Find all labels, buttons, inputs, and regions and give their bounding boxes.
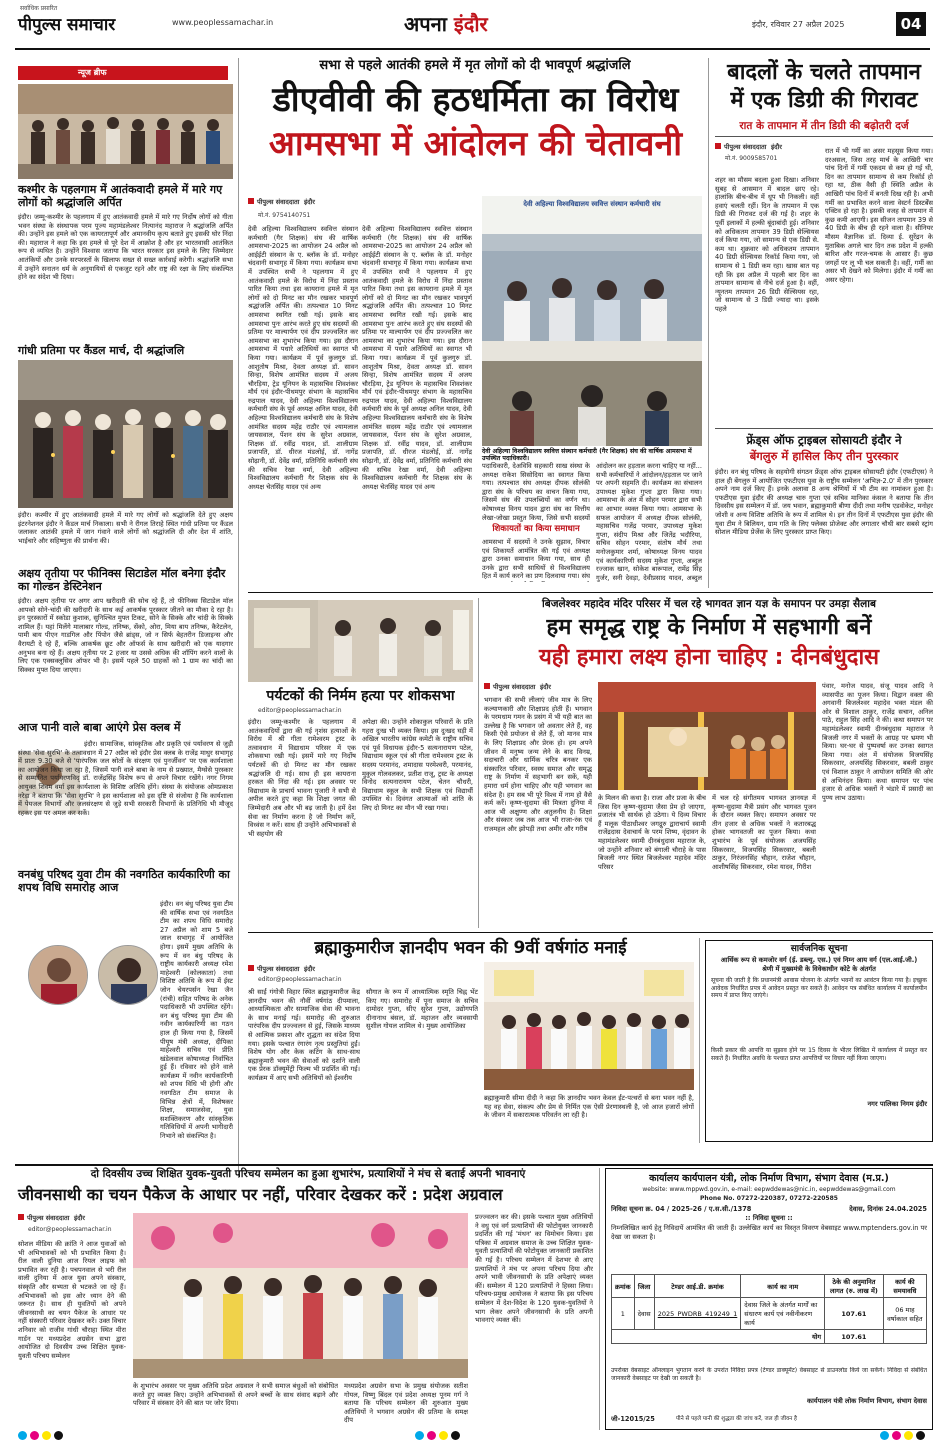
td-tender-id: 2025_PWDRB_419249_1 xyxy=(654,1298,741,1330)
lead-photo-banner: देवी अहिल्या विश्वविद्यालय स्ववित्त संस्थान कर्मचारी संघ xyxy=(523,200,661,208)
td-total-label: योग xyxy=(612,1330,825,1344)
cyan-mark-right xyxy=(880,1431,889,1440)
wedding-col-1: सोशल मीडिया की क्रांति ने आज युवाओं को भी अभिभावकों को भी प्रभावित किया है। रील वाली दुनिया आज रियल लाइफ को प्रभावित कर रही है। पचपनवाल से भरी रील वाली दुनिया में आज युवा अपने संस्कार, संस्कृति और सभ्यता से भटकते जा रहे हैं। अभिभावकों को इस ओर ध्यान देने की जरूरत है। साथ ही युवतियों को अपने जीवनसाथी का चयन पैकेज के आधार पर नहीं संस्कारी परिवार देखकर करें। उक्त विचार शनिवार को राजीव गांधी चौराहा स्थित मीरा गार्डन पर मध्यप्रदेश अग्रसेन सभा द्वारा आयोजित दो दिवसीय उच्च शिक्षित युवक-युवती परिचय सम्मेलन xyxy=(18,1240,126,1360)
wedding-headline: जीवनसाथी का चयन पैकेज के आधार पर नहीं, परिवार देखकर करें : प्रदेश अग्रवाल xyxy=(18,1185,503,1204)
tender-table-header xyxy=(612,1275,927,1298)
tender-date: देवास, दिनांक 24.04.2025 xyxy=(849,1204,927,1213)
brand-name: पीपुल्स समाचार xyxy=(18,15,116,35)
shoksabha-email: editor@peoplessamachar.in xyxy=(258,707,342,714)
weather-rule xyxy=(715,136,933,137)
lead-col-3: आंदोलन कर हड़ताल करना चाहिए या नहीं... सभी कर्मचारियों ने आंदोलन/हड़ताल पर जाने पर अपनी सहमति दी। कार्यक्रम का संचालन उपाध्यक्ष मुकेश गुप्ता द्वारा किया गया। आमसभा के अंत में सोहन परमार द्वारा सभी का आभार व्यक्त किया गया। आमसभा के सफल आयोजन में अध्यक्ष दीपक सोलंकी, महासचिव गजेंद्र परमार, उपाध्यक्ष मुकेश गुप्ता, संदीप मिश्रा और जितेंद्र भदौरिया, सचिव सोहन परमार, संतोष मौर्य तथा मनोजकुमार शर्मा, कोषाध्यक्ष विनय यादव एवं कार्यकारिणी सदस्य मुकेश गुप्ता, अब्दुल रज्जाक खान, सोकेश बारूपाल, रामेंद्र सिंह गुर्जर, सनी देवड़ा, देवीप्रसाद यादव, अब्दुल xyxy=(596,462,702,582)
weather-headline-1: बादलों के चलते तापमान xyxy=(727,60,921,85)
bhagwat-kicker: बिजलेश्वर महादेव मंदिर परिसर में चल रहे भागवत ज्ञान यज्ञ के समापन पर उमड़ा सैलाब xyxy=(541,598,876,610)
lead-byline: पीपुल्स संवाददाता इंदौर xyxy=(248,197,315,206)
brief-5-body: इंदौर। वन बंधु परिषद युवा टीम की वार्षिक सभा एवं नवगठित टीम का शपथ विधि समारोह 27 अप्रैल को शाम 5 बजे जाल सभागृह में आयोजित होगा। इसमें मुख्य अतिथि के रूप में वन बंधु परिषद के राष्ट्रीय कार्यकारी अध्यक्ष रमेश माहेश्वरी (कोलकाता) तथा विशिष्ट अतिथि के रूप में ईस्ट जोन चेयरपर्सन रेखा जैन (रांची) सहित परिषद के अनेक पदाधिकारी भी उपस्थित रहेंगे। वन बंधु परिषद युवा टीम की नवीन कार्यकारिणी का गठन हाल ही किया गया है, जिसमें पीयूष मंत्री अध्यक्ष, दीपिका माहेश्वरी सचिव एवं प्रीति खंडेलवाल कोषाध्यक्ष निर्वाचित हुई हैं। रविवार को होने वाले कार्यक्रम में नवीन कार्यकारिणी को शपथ विधि भी होगी और नवगठित टीम समाज के विभिन्न क्षेत्रों में, विशेषकर शिक्षा, समाजसेवा, युवा सशक्तिकरण और सांस्कृतिक गतिविधियों में अपनी भागीदारी निभाने को संकल्पित है। xyxy=(160,900,233,1141)
travel-body: इंदौर। वन बंधु परिषद के सहयोगी संगठन फ्रेंड्स ऑफ ट्राइबल सोसायटी इंदौर (एफटीएस) ने हाल ही बेंगलुरु में आयोजित एफटीएस युवा के राष्ट्रीय सम्मेलन 'अभिज्ञ-2.0' में तीन पुरस्कार अपने नाम दर्ज किए हैं। इनके अलावा 8 अन्य श्रेणियों में भी टीम का नामांकन हुआ है। एफटीएस युवा इंदौर की अध्यक्ष चारु गुप्ता एवं सचिव मानिका कंसल ने बताया कि तीन दिवसीय इस सम्मेलन में डॉ. जय भवान, ब्रह्माकुमारी बीणा दीदी तथा मनीष एडवोकेट, मनोहर जोशी व अन्य विशिष्ट अतिथि के रूप में शामिल थे। इन तीन दिनों में एफटीएस युवा इंदौर की युवा टीम ने बिलियन, ग्राम गति के लिए फ्लेक्स प्रोजेक्ट और लगातार चौथी बार सबसे स्ट्रांग सोशल मीडिया प्रेजेंस के लिए पुरस्कार प्राप्त किए। xyxy=(715,468,933,537)
middle-divider xyxy=(248,592,933,593)
wedding-email: editor@peoplessamachar.in xyxy=(28,1226,112,1233)
shoksabha-photo xyxy=(248,600,473,682)
cyan-mark-center xyxy=(415,1431,424,1440)
wedding-col-2: के शुभारंभ अवसर पर मुख्य अतिथि प्रदेश अग्रवाल ने सभी समाज बंधुओं को संबोधित करते हुए व्यक्त किए। उन्होंने अभिभावकों से अपने बच्चों के साथ संवाद बढ़ाने और परिवार में संस्कार देने की बात पर जोर दिया। xyxy=(133,1382,338,1408)
section-city: इंदौर xyxy=(453,12,488,36)
black-mark-right xyxy=(916,1431,925,1440)
lower-divider xyxy=(248,932,933,933)
bhagwat-col-3: में चल रहे संगीतमय भागवत ज्ञानयज्ञ में कृष्ण-सुदामा मैत्री प्रसंग और भागवत पूजन के दौरान व्यक्त किए। समापन अवसर पर तीन हजार से अधिक भक्तों ने कतारबद्ध होकर भागवतजी का पूजन किया। कथा शुभारंभ के पूर्व संयोजक अजयसिंह सिकरवार, विजयसिंह सिकरवार, बबली ठाकुर, निरंजनसिंह चौहान, राजेश चौहान, आशीषसिंह सिकरवार, रमेश यादव, गिरीश xyxy=(712,794,816,871)
tender-intro: निम्नलिखित कार्य हेतु निविदायें आमंत्रित की जाती हैं। उल्लेखित कार्य का विस्तृत विवरण वेबसाइट www.mptenders.gov.in पर देखा जा सकता है। xyxy=(611,1224,927,1241)
tender-title: कार्यालय कार्यपालन यंत्री, लोक निर्माण विभाग, संभाग देवास (म.प्र.) xyxy=(649,1173,889,1184)
weather-byline: पीपुल्स संवाददाता इंदौर xyxy=(715,142,782,151)
dateline: इंदौर, रविवार 27 अप्रैल 2025 xyxy=(752,20,845,29)
tender-notice-box xyxy=(605,1168,933,1430)
brand-tag: सर्वाधिक प्रसारित xyxy=(20,5,58,12)
magenta-mark xyxy=(30,1431,39,1440)
travel-headline-2: बेंगलुरु में हासिल किए तीन पुरस्कार xyxy=(749,449,899,463)
section-title xyxy=(404,10,488,37)
tender-subject: :: निविदा सूचना :: xyxy=(745,1213,793,1222)
black-mark-center xyxy=(451,1431,460,1440)
weather-deck: रात के तापमान में तीन डिग्री की बढ़ोतरी दर्ज xyxy=(739,120,909,132)
th-serial: क्रमांक xyxy=(612,1275,635,1298)
th-cost: ठेके की अनुमानित लागत (रु. लाख में) xyxy=(825,1275,884,1298)
travel-headline-1: फ्रेंड्स ऑफ ट्राइबल सोसायटी इंदौर ने xyxy=(746,433,902,447)
shoksabha-headline: पर्यटकों की निर्मम हत्या पर शोकसभा xyxy=(266,688,455,704)
masthead-rule xyxy=(15,48,930,50)
lead-subhead: शिकायतों का किया समाधान xyxy=(492,524,580,534)
wedding-photo xyxy=(133,1213,468,1378)
bk-col-3: ब्रह्माकुमारी सीमा दीदी ने कहा कि ज्ञानदीप भवन केवल ईंट-पत्थरों से बना भवन नहीं है, यह वह सेवा, संकल्प और प्रेम से निर्मित एक ऐसी प्रेरणास्थली है, जो आज हजारों लोगों के जीवन में सकारात्मक परिवर्तन ला रही है। xyxy=(484,1094,694,1120)
yellow-mark-right xyxy=(904,1431,913,1440)
td-work: देवास जिले के अंतर्गत मार्गों का संधारण कार्य एवं नवीनीकरण कार्य xyxy=(741,1298,825,1330)
bhagwat-headline-1: हम समृद्ध राष्ट्र के निर्माण में सहभागी बनें xyxy=(546,615,872,640)
lead-mobile: मो.नं. 9754140751 xyxy=(258,212,311,219)
weather-col-1: शहर का मौसम बदला हुआ दिखा। शनिवार सुबह से आसमान में बादल छाए रहे। हालांकि बीच-बीच में धूप भी निकली। वहीं हवाएं चलती रहीं। दिन के तापमान में एक डिग्री की गिरावट दर्ज की गई है। शहर के पूर्वी इलाकों में हल्की बूंदाबांदी हुई। शनिवार को अधिकतम तापमान 39 डिग्री सेल्सियस दर्ज किया गया, जो सामान्य से एक डिग्री से. कम था। शुक्रवार को अधिकतम तापमान 40 डिग्री सेल्सियस रिकॉर्ड किया गया, जो सामान्य से 1 डिग्री कम रहा। खास बात यह रही कि इस अप्रैल में पहली बार दिन का तापमान सामान्य से नीचे दर्ज हुआ है। वहीं, न्यूनतम तापमान 26 डिग्री सेल्सियस रहा, जो सामान्य से 3 डिग्री ज्यादा था। इसके पहले xyxy=(715,176,819,313)
bhagwat-byline: पीपुल्स संवाददाता इंदौर xyxy=(484,682,551,691)
notice-body-2: किसी प्रकार की आपत्ति या सुझाव होने पर 15 दिवस के भीतर लिखित में कार्यालय में प्रस्तुत कर सकते हैं। निर्धारित अवधि के पश्चात प्राप्त आपत्तियों पर विचार नहीं किया जाएगा। xyxy=(711,1046,927,1062)
magenta-mark-right xyxy=(892,1431,901,1440)
brief-2-title: गांधी प्रतिमा पर कैंडल मार्च, दी श्रद्धांजलि xyxy=(18,344,185,357)
cyan-mark xyxy=(18,1431,27,1440)
table-row xyxy=(612,1298,927,1330)
bhagwat-photo xyxy=(598,682,816,790)
bhagwat-col-4: पंवार, मनोज यादव, संजू यादव आदि ने व्यासपीठ का पूजन किया। विद्वान वक्ता की अगवानी बिजलेश्वर महादेव भक्त मंडल की ओर से विशाल ठाकुर, राजेंद्र सचान, अनिल पाठे, राहुल सिंह आदि ने की। कथा समापन पर महामंडलेश्वर स्वामी दीनबंधुदास महाराज ने बिजली नगर में भक्तों के आग्रह पर भ्रमण भी किया। घर-घर से पुष्पवर्षा कर उनका स्वागत किया गया। अंत में संयोजक विजयसिंह सिकरवार, अजयसिंह सिकरवार, बबली ठाकुर एवं विशाल ठाकुर ने आयोजन समिति की ओर से अभिनंदन किया। कथा समापन पर पांच हजार से अधिक भक्तों ने भंडारे में प्रसादी का पुण्य लाभ उठाया। xyxy=(822,682,933,802)
notice-rule xyxy=(699,938,700,1143)
tender-ref-no: जी-12015/25 xyxy=(611,1415,655,1423)
tender-table xyxy=(611,1274,927,1344)
notice-footer: नगर पालिका निगम इंदौर xyxy=(867,1099,927,1108)
news-brief-photo-2 xyxy=(18,360,233,508)
yellow-mark-center xyxy=(439,1431,448,1440)
lead-headline-2: आमसभा में आंदोलन की चेतावनी xyxy=(268,124,683,164)
tender-ref-line xyxy=(606,1204,932,1214)
tender-slogan: पीने से पहले पानी की शुद्धता की जांच करें, जल ही जीवन है xyxy=(676,1416,798,1422)
lead-col-1: देवी अहिल्या विश्वविद्यालय स्ववित्त संस्थान कर्मचारी (गैर शिक्षक) संघ की वार्षिक आमसभा-2025 का आयोजन 24 अप्रैल को आईईटी संस्थान के ए. ब्लॉक के डॉ. मनोहर चंदवानी सभागृह में किया गया। कार्यक्रम सभा में उपस्थित सभी ने पहलगाम में हुए आतंकवादी हमले के विरोध में निंदा प्रस्ताव पारित किया तथा इस कायराना हमले में मृत लोगों को दो मिनट का मौन रखकर भावपूर्ण श्रद्धांजलि अर्पित की। तत्पश्चात 10 मिनट आमसभा स्थगित रखी गई। इसके बाद आमसभा पुनः आरंभ करते हुए संघ सदस्यों की प्रतिमा पर माल्यार्पण एवं दीप प्रज्ज्वलित कर आमसभा का शुभारंभ किया गया। इस दौरान आमसभा में पधारे अतिथियों का स्वागत भी किया गया। कार्यक्रम में पूर्व कुलगुरु डॉ. आशुतोष मिश्रा, देवता अध्यक्ष डॉ. सावन सिन्हा, विशेष आमंत्रित सदस्य में अजय चौरड़िया, ट्रेड यूनियन के महासचिव शिवशंकर मौर्य एवं इंदौर-पीथमपुर संभाग के महासचिव रुद्रपाल यादव, देवी अहिल्या विश्वविद्यालय कर्मचारी संघ के पूर्व अध्यक्ष अनिल यादव, देवी अहिल्या विश्वविद्यालय कर्मचारी संघ के विशेष आमंत्रित सदस्य महेंद्र राठौर एवं श्यामलाल जायसवाल, पेंशन संघ के सुरेश अग्रवाल, शिक्षक डॉ. रवींद्र यादव, डॉ. शालीग्राम प्रजापति, डॉ. धीरज मंडलोई, डॉ. नागेंद्र सोढ़ानी, डॉ. देवेंद्र वर्मा, प्रतिनिधि कर्मचारी संघ की सचिव रेखा वर्मा, देवी अहिल्या विश्वविद्यालय कर्मचारी गैर शिक्षक संघ के अध्यक्ष चेतसिंह यादव एवं अन्य xyxy=(248,225,358,491)
brief-3-title: अक्षय तृतीया पर फीनिक्स सिटाडेल मॉल बनेगा इंदौर का गोल्डन डेस्टिनेशन xyxy=(18,567,226,594)
wedding-col-3: मध्यप्रदेश अग्रसेन सभा के प्रमुख संयोजक सतीश गोयल, विष्णु बिंदल एवं प्रदेश अध्यक्ष पूनम गर्ग ने बताया कि परिचय सम्मेलन की शुरुआत मुख्य अतिथियों ने भगवान अग्रसेन की प्रतिमा के समक्ष दीप xyxy=(344,1382,468,1425)
tender-rule xyxy=(599,1168,600,1430)
bk-col-2: सौगात के रूप में आध्यात्मिक स्मृति चिह्न भेंट किए गए। समारोह में पूना समाज के सचिव दामोदर गुप्ता, सीए सुरेश गुप्ता, उद्योगपति दीनानाथ बंसल, डॉ. महाजन और व्यवसायी सुशील गोयल शामिल थे। मुख्य आयोजिका xyxy=(366,988,478,1031)
brief-5-title: वनबंधु परिषद युवा टीम की नवगठित कार्यकारिणी का शपथ विधि समारोह आज xyxy=(18,868,230,895)
bk-byline: पीपुल्स संवाददाता इंदौर xyxy=(248,964,315,973)
td-serial: 1 xyxy=(612,1298,635,1330)
travel-rule xyxy=(715,428,933,429)
th-duration: कार्य की समयावधि xyxy=(883,1275,926,1298)
weather-mobile: मो.नं. 9009585701 xyxy=(725,155,778,162)
th-district: जिला xyxy=(634,1275,654,1298)
black-mark xyxy=(54,1431,63,1440)
lead-col-1b: देवी अहिल्या विश्वविद्यालय स्ववित्त संस्थान कर्मचारी (गैर शिक्षक) संघ की वार्षिक आमसभा-2025 का आयोजन 24 अप्रैल को आईईटी संस्थान के ए. ब्लॉक के डॉ. मनोहर चंदवानी सभागृह में किया गया। कार्यक्रम सभा में उपस्थित सभी ने पहलगाम में हुए आतंकवादी हमले के विरोध में निंदा प्रस्ताव पारित किया तथा इस कायराना हमले में मृत लोगों को दो मिनट का मौन रखकर भावपूर्ण श्रद्धांजलि अर्पित की। तत्पश्चात 10 मिनट आमसभा स्थगित रखी गई। इसके बाद आमसभा पुनः आरंभ करते हुए संघ सदस्यों की प्रतिमा पर माल्यार्पण एवं दीप प्रज्ज्वलित कर आमसभा का शुभारंभ किया गया। इस दौरान आमसभा में पधारे अतिथियों का स्वागत भी किया गया। कार्यक्रम में पूर्व कुलगुरु डॉ. आशुतोष मिश्रा, देवता अध्यक्ष डॉ. सावन सिन्हा, विशेष आमंत्रित सदस्य में अजय चौरड़िया, ट्रेड यूनियन के महासचिव शिवशंकर मौर्य एवं इंदौर-पीथमपुर संभाग के महासचिव रुद्रपाल यादव, देवी अहिल्या विश्वविद्यालय कर्मचारी संघ के पूर्व अध्यक्ष अनिल यादव, देवी अहिल्या विश्वविद्यालय कर्मचारी संघ के विशेष आमंत्रित सदस्य महेंद्र राठौर एवं श्यामलाल जायसवाल, पेंशन संघ के सुरेश अग्रवाल, शिक्षक डॉ. रवींद्र यादव, डॉ. शालीग्राम प्रजापति, डॉ. धीरज मंडलोई, डॉ. नागेंद्र सोढ़ानी, डॉ. देवेंद्र वर्मा, प्रतिनिधि कर्मचारी संघ की सचिव रेखा वर्मा, देवी अहिल्या विश्वविद्यालय कर्मचारी गैर शिक्षक संघ के अध्यक्ष चेतसिंह यादव एवं अन्य xyxy=(362,225,472,491)
column-rule-right xyxy=(708,58,709,588)
weather-headline-2: में एक डिग्री की गिरावट xyxy=(730,88,918,113)
notice-body-1: सूचना की जाती है कि प्रधानमंत्री आवास योजना के अंतर्गत भवनों का आवंटन किया गया है। इच्छुक आवेदक निर्धारित प्रपत्र में आवेदन प्रस्तुत कर सकते हैं। आवेदन पत्र संबंधित कार्यालय में कार्यालयीन समय में प्राप्त किए जाएंगे। xyxy=(711,976,927,1000)
magenta-mark-center xyxy=(427,1431,436,1440)
td-district: देवास xyxy=(634,1298,654,1330)
lead-photo-caption: देवी अहिल्या विश्वविद्यालय स्ववित्त संस्थान कर्मचारी (गैर शिक्षक) संघ की वार्षिक आमसभा में उपस्थित पदाधिकारी। xyxy=(482,448,692,463)
tender-contact-2: Phone No. 07272-220387, 07272-220585 xyxy=(700,1194,838,1202)
bk-col-1: श्री साईं गंगोत्री विहार स्थित ब्रह्माकुमारीज केंद्र ज्ञानदीप भवन की नौवीं वर्षगांठ दीपमाला, आध्यात्मिकता और सामाजिक सेवा की भावना के साथ मनाई गई। समारोह की शुरुआत पारंपरिक दीप प्रज्ज्वलन से हुई, जिसके माध्यम से आत्मिक प्रकाश और शुद्धता का संदेश दिया गया। इसके पश्चात रंगारंग नृत्य प्रस्तुतियां हुईं। विशेष योग और केक कटिंग के साथ-साथ ब्रह्माकुमारी भवन की सेवाओं को दर्शाने वाली एक प्रेरक डॉक्यूमेंट्री फिल्म भी प्रदर्शित की गई। कार्यक्रम में आए सभी अतिथियों को ईश्वरीय xyxy=(248,988,360,1082)
column-rule-left xyxy=(238,58,239,1178)
notice-line-1: आर्थिक रूप से कमजोर वर्ग (ई. डब्ल्यू. एस.) एवं निम्न आय वर्ग (एल.आई.जी.) xyxy=(720,955,918,964)
wedding-kicker: दो दिवसीय उच्च शिक्षित युवक-युवती परिचय सम्मेलन का हुआ शुभारंभ, प्रत्याशियों ने मंच से बताई अपनी भावनाएं xyxy=(90,1168,526,1180)
notice-line-2: श्रेणी में मुख्यमंत्री के विवेकाधीन कोटे के अंतर्गत xyxy=(762,965,876,974)
lead-photo xyxy=(482,196,702,446)
brief-1-title: कश्मीर के पहलगाम में आतंकवादी हमले में मारे गए लोगों को श्रद्धांजलि अर्पित xyxy=(18,183,223,210)
tender-ref: निविदा सूचना क्र. 04 / 2025-26 / ए.स.सी./1378 xyxy=(611,1204,752,1213)
news-brief-label: न्यूज ब्रीफ xyxy=(18,66,228,80)
masthead xyxy=(0,0,945,48)
brand-logo xyxy=(18,5,116,35)
td-duration: 06 माह वर्षाकाल सहित xyxy=(883,1298,926,1330)
lead-headline-1: डीएवीवी की हठधर्मिता का विरोध xyxy=(272,80,679,120)
td-cost: 107.61 xyxy=(825,1298,884,1330)
tender-footer-note: उपरोक्त वेबसाइट ऑनलाइन भुगतान करने के उपरांत निविदा प्रपत्र (टेण्डर डाक्यूमेंट) वेबसाइट से डाउनलोड किये जा सकेंगे। निविदा से संबंधित जानकारी वेबसाइट पर देखी जा सकती है। xyxy=(611,1367,927,1382)
shoksabha-col-1: इंदौर। जम्मू-कश्मीर के पहलगाम में आतंकवादियों द्वारा की गई नृशंस हत्याओं के विरोध में श्री गीता रामेश्वरम ट्रस्ट के तत्वावधान में विद्याधाम परिसर में एक शोकसभा रखी गई। इसमें मारे गए निर्दोष पर्यटकों की दो मिनट का मौन रखकर श्रद्धांजलि दी गई। साथ ही इस कायराना हरकत की निंदा की गई। इस अवसर पर विद्याधाम के प्राचार्य भावना पुजारी ने सभी से अपील करते हुए कहा कि शिक्षा जगत की जिम्मेदारी अब और भी बढ़ जाती है। हमें देश सेवा का निर्माण करना है जो निर्माण करें, विध्वंस न करें। साथ ही उन्होंने अभिभावकों से भी सहयोग की xyxy=(248,718,356,838)
td-total: 107.61 xyxy=(825,1330,884,1344)
tender-contact-1: website: www.mppwd.gov.in, e-mail: eepwddewas@nic.in, eepwddewas@gmail.com xyxy=(642,1186,896,1194)
table-row-total xyxy=(612,1330,927,1344)
bhagwat-col-2: के मिलन की कथा है। राजा और प्रजा के बीच जिस दिन कृष्ण-सुदामा जैसा प्रेम हो जाएगा, प्रजातंत्र भी सार्थक हो उठेगा। ये दिव्य विचार हैं मलूक पीठाधीश्वर जगद्गुरु द्वाराचार्य स्वामी राजेंद्रदास देवाचार्य के परम शिष्य, वृंदावन के महामंडलेश्वर स्वामी दीनबंधुदास महाराज के, जो उन्होंने शनिवार को बंगाली चौराहे के पास बिजली नगर स्थित बिजलेश्वर महादेव मंदिर परिसर xyxy=(598,794,706,871)
page-number: 04 xyxy=(896,12,926,36)
news-brief-photo-1 xyxy=(18,84,233,179)
brief-2-body: इंदौर। कश्मीर में हुए आतंकवादी हमले में मारे गए लोगों को श्रद्धांजलि देते हुए अक्षय इंटरनेशनल इंदौर ने कैंडल मार्च निकाला। सभी ने रीगल तिराहे स्थित गांधी प्रतिमा पर कैंडल जलाकर आतंकी हमले में जान गंवाने वाले लोगों को श्रद्धांजलि दी और देश में शांति, भाईचारे और सहिष्णुता की प्रार्थना की। xyxy=(18,511,233,545)
lead-col-2b: आमसभा में सदस्यों ने उनके सुझाव, विचार एवं शिकायतें आमंत्रित की गईं एवं अध्यक्ष द्वारा उनका समाधान किया गया, साथ ही उनके द्वारा सभी साथियों से विश्वविद्यालय हित में कार्य करने का प्रण दिलवाया गया। संघ xyxy=(482,538,590,581)
notice-title: सार्वजनिक सूचना xyxy=(790,944,848,954)
bhagwat-headline-2: यही हमारा लक्ष्य होना चाहिए : दीनबंधुदास xyxy=(538,645,880,670)
wedding-byline: पीपुल्स संवाददाता इंदौर xyxy=(18,1213,85,1222)
lead-kicker: सभा से पहले आतंकी हमले में मृत लोगों को दी भावपूर्ण श्रद्धांजलि xyxy=(319,58,631,73)
bottom-divider xyxy=(15,1164,933,1166)
th-work: कार्य का नाम xyxy=(741,1275,825,1298)
section-prefix: अपना xyxy=(404,12,447,36)
public-notice-box xyxy=(705,940,933,1142)
brief-3-body: इंदौर। अक्षय तृतीया पर अगर आप खरीदारी की सोच रहे हैं, तो फीनिक्स सिटाडेल मॉल आपको सोने-चांदी की खरीदारी के साथ कई आकर्षक पुरस्कार जीतने का मौका दे रहा है। इन पुरस्कारों में स्कोडा कुशाक, सुनिश्चित मुफ्त टिकट, सोने के सिक्के और चांदी के सिक्के शामिल हैं। यहां मिलेंगे मालाबार गोल्ड, तनिष्क, सेंको, ओरा, मिया बाय तनिष्क, कैरेटलेन, पामी बाय पीएन गाडगिल और पिंपोन जैसे ब्रांड्स, जो न सिर्फ बेहतरीन डिजाइन्स और वैरायटी दे रहे हैं, बल्कि आकर्षक छूट और ऑफर्स के साथ खरीदारी को एक यादगार अनुभव बना रहे हैं। अक्षय तृतीया पर 2 हजार या उससे अधिक की शॉपिंग करने वालों के लिए एक एक्सक्लूसिव ऑफर भी है। इसमें पहले 50 ग्राहकों को 1 ग्राम का चांदी का सिक्का मुफ्त दिया जाएगा। xyxy=(18,597,233,674)
brief-1-body: इंदौर। जम्मू-कश्मीर के पहलगाम में हुए आतंकवादी हमले में मारे गए निर्दोष लोगों को गीता भवन संस्था के संस्थापक परम पूज्य महामंडलेश्वर नित्यानंद महाराज ने श्रद्धांजलि अर्पित की। उन्होंने इस हमले को एक कायरतापूर्ण और अमानवीय कृत्य बताते हुए इसकी घोर निंदा की। महाराज ने कहा कि इस हमले से पूरे देश में आक्रोश है और हर भारतवासी आतंकित रूप से व्यथित है। उन्होंने विश्वास जताया कि भारत सरकार इस हमले के लिए जिम्मेदार आतंकियों और उनके सरपरस्तों के खिलाफ सख्त से सख्त कार्रवाई करेगी। श्रद्धांजलि सभा में उन्होंने सनातन धर्म के अनुयायियों से एकजुट रहने और राष्ट्र की रक्षा के लिए संकल्पित होने का संदेश भी दिया। xyxy=(18,213,233,282)
lead-col-2: पदाधिकारी, देअविवि सहकारी साख संस्था के अध्यक्ष राकेश सिसोदिया का स्वागत किया गया। तत्पश्चात संघ अध्यक्ष दीपक सोलंकी द्वारा संघ के परिचय का वाचन किया गया, जिसमें संघ की उपलब्धियों का वर्णन था। कोषाध्यक्ष विनय यादव द्वारा संघ का वित्तीय लेखा-जोखा प्रस्तुत किया, जिसे सभी सदस्यों xyxy=(482,462,590,522)
weather-col-2: रात में भी गर्मी का असर महसूस किया गया। दरअसल, जिस तरह मार्च के आखिरी चार पांच दिनों में गर्मी एकदम से कम हो गई थी, दिन का तापमान सामान्य से कम रिकॉर्ड हो रहा था, ठीक वैसी ही स्थिति अप्रैल के आखिरी पांच दिनों में बनती दिख रही है। अभी गर्मी का प्रभावित करने वाला वेस्टर्न डिस्टर्बेंस एक्टिव हो रहा है। इसकी वजह से तापमान में कुछ कमी आएगी। इस सीजन तापमान 39 से 40 डिग्री के बीच ही रहने वाला है। सीनियर मौसम वैज्ञानिक डॉ. दिव्या ई. सुरेंद्रन के मुताबिक अगले चार दिन तक प्रदेश में हल्की बारिश और गरज-चमक के आसार हैं। कुछ जगहों पर लू भी चल सकती है। वहीं, गर्मी का असर भी देखने को मिलेगा। इंदौर में गर्मी का असर रहेगा। xyxy=(825,147,933,284)
website-url[interactable]: www.peoplessamachar.in xyxy=(172,18,274,27)
brief-4-body: इंदौर। सामाजिक, सांस्कृतिक और प्रकृति एवं पर्यावरण से जुड़ी संस्था 'सेवा सुरभि' के तत्वावधान में 27 अप्रैल को इंदौर प्रेस क्लब के राजेंद्र माथुर सभागृह में प्रातः 9.30 बजे से 'पारंपरिक जल स्रोतों के संरक्षण एवं पुनर्जीवन' पर एक कार्यशाला का आयोजन किया जा रहा है, जिसमें पानी वाले बाबा के नाम से प्रख्यात, मैग्सेसे पुरस्कार से सम्मानित पर्यावरणविद् डॉ. राजेंद्रसिंह विशेष रूप से अपने विचार रखेंगे। नगर निगम आयुक्त शिवम वर्मा इस कार्यशाला के विशिष्ट अतिथि होंगे। संस्था के संयोजक ओमप्रकाश नरेड़ा ने बताया कि 'सेवा सुरभि' ने इस कार्यशाला को इस दृष्टि से संजोया है कि कार्यशाला में पेयजल विभागों और जलसंरक्षण से जुड़े सभी सरकारी विभागों के प्रतिनिधि भी मौजूद रहकर इस पर अमल कर सकें। xyxy=(18,740,233,817)
wedding-col-4: प्रज्ज्वलन कर की। इसके पश्चात मुख्य अतिथियों ने वधु एवं वर्ग प्रत्याशियों की फोटोयुक्त जानकारी प्रदर्शित की गई 'मंथन' का विमोचन किया। इस पत्रिका में अग्रवाल समाज के उच्च शिक्षित युवक-युवती प्रत्याशियों की फोटोयुक्त जानकारी प्रकाशित की गई है। परिचय सम्मेलन में देशभर से आए प्रत्याशियों ने मंच पर अपना परिचय दिया और अपने भावी जीवनसाथी के प्रति अपेक्षाएं व्यक्त कीं। सम्मेलन में 120 प्रत्याशियों ने हिस्सा लिया। परिचय-प्रमुख आयोजक ने बताया कि इस परिचय सम्मेलन में देश-विदेश के 120 युवक-युवतियों ने भाग लेकर अपने जीवनसाथी के प्रति अपनी भावनाएं व्यक्त कीं। xyxy=(475,1213,593,1325)
bk-headline: ब्रह्माकुमारीज ज्ञानदीप भवन की 9वीं वर्षगांठ मनाई xyxy=(314,938,627,958)
bk-email: editor@peoplessamachar.in xyxy=(258,976,342,983)
column-rule-mid xyxy=(478,598,479,928)
bk-photo xyxy=(484,962,694,1090)
shoksabha-col-2: अपेक्षा की। उन्होंने शोकाकुल परिवारों के प्रति गहरा दुःख भी व्यक्त किया। इस दुःखद घड़ी में अखिल भारतीय कांग्रेस कमेटी के राष्ट्रीय सचिव एवं पूर्व विधायक इंदौर-5 सत्यनारायण पटेल, विद्याधाम स्कूल एवं श्री गीता रामेश्वरम ट्रस्ट के सदस्य परमानंद, शमादास परमेश्वरी, परमानंद, मुकुल गोलवलकर, प्रतीश राजू, ट्रस्ट के अध्यक्ष विनोद सत्यनारायण पटेल, चेतन चौधरी, विद्याधाम स्कूल के सभी शिक्षक एवं विद्यार्थी उपस्थित थे। दिवंगत आत्माओं को शांति के लिए दो मिनट का मौन भी रखा गया। xyxy=(362,718,473,812)
yellow-mark xyxy=(42,1431,51,1440)
tender-signature: कार्यपालन यंत्री लोक निर्माण विभाग, संभाग देवास xyxy=(807,1397,927,1405)
th-tender-id: टेण्डर आई.डी. क्रमांक xyxy=(654,1275,741,1298)
bhagwat-col-1: भगवान की सभी लीलाएं जीव मात्र के लिए कल्याणकारी और शिक्षाप्रद होती हैं। भगवान के परमधाम गमन के प्रसंग में भी यही बात का उल्लेख है कि भगवान जो अवतार लेते हैं, वह किसी ऐसे प्रयोजन से लेते हैं, जो मानव मात्र के लिए शिक्षाप्रद और प्रेरक हो। हम अपने जीवन में मनुष्य जन्म लेने के बाद विनम्र, सदाचारी और धार्मिक चरित्र बनकर एक संस्कारित परिवार, स्वस्थ समाज और समृद्ध राष्ट्र के निर्माण में सहभागी बन सकें, यही हमारा धर्म होना चाहिए और यही भगवान का संदेश है। हम सब भी पूरे विश्व में नाम हो वैसे कर्म करें। कृष्ण-सुदामा की मित्रता दुनिया में आज भी अक्षुण्ण और अतुलनीय है। शिक्षा और संस्कार जब तक आज भी राजा-रंक एवं राजमहल और झोपड़ी तथा अमीर और गरीब xyxy=(484,696,592,833)
print-registration-marks xyxy=(0,1431,945,1445)
brief-4-title: आज पानी वाले बाबा आएंगे प्रेस क्लब में xyxy=(18,721,181,734)
